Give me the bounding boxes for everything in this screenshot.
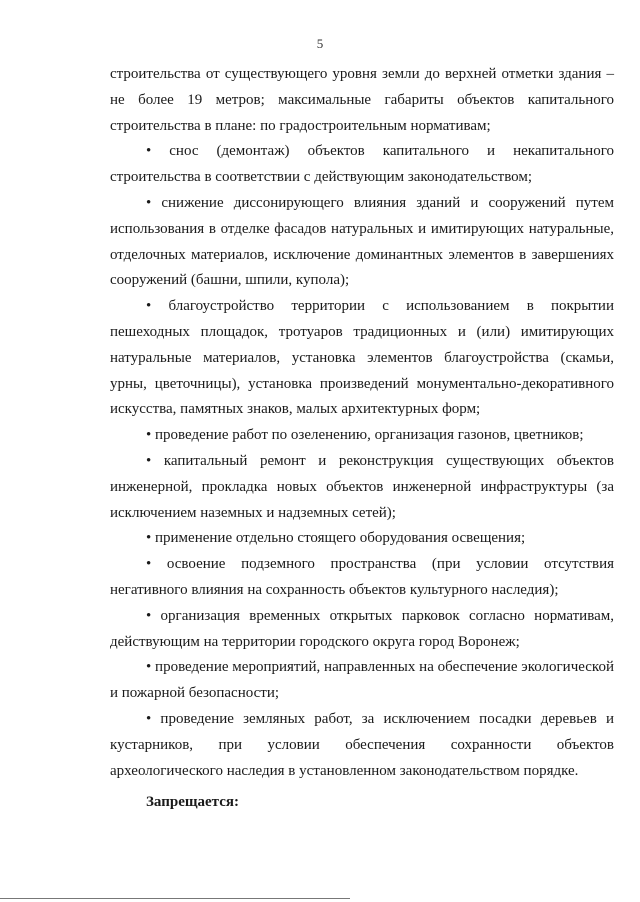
page-number: 5 [316, 36, 324, 51]
list-item-capital-repair: • капитальный ремонт и реконструкция существующих объектов инженерной, прокладка новых объектов инженерной инфраструктуры (за исключением наземных и надземных сетей); [110, 452, 614, 521]
section-heading-prohibited: Запрещается: [146, 794, 240, 811]
list-item-earthworks: • проведение земляных работ, за исключением посадки деревьев и кустарников, при условии обеспечения сохранности объектов археологического наследия в установленном законодательством порядке. [110, 710, 614, 779]
paragraph-height-limits: строительства от существующего уровня земли до верхней отметки здания – не более 19 метров; максимальные габариты объектов капитального строительства в плане: по градостроительным нормативам; [110, 66, 614, 134]
list-item-safety: • проведение мероприятий, направленных на обеспечение экологической и пожарной безопасности; [110, 659, 614, 702]
list-item-landscaping: • благоустройство территории с использованием в покрытии пешеходных площадок, тротуаров традиционных и (или) имитирующих натуральные материалов, установка элементов благоустройства (скамьи, урны, цветочницы), установка произведений монументально-декоративного искусства, памятных знаков, малых архитектурных форм; [110, 298, 614, 418]
list-item-parking: • организация временных открытых парковок согласно нормативам, действующим на территории городского округа город Воронеж; [110, 607, 614, 650]
list-item-underground: • освоение подземного пространства (при условии отсутствия негативного влияния на сохранность объектов культурного наследия); [110, 556, 614, 598]
document-body [110, 62, 614, 816]
footer-divider [0, 898, 350, 899]
list-item-lighting: • применение отдельно стоящего оборудования освещения; [146, 530, 526, 547]
list-item-greening: • проведение работ по озеленению, организация газонов, цветников; [146, 427, 584, 444]
list-item-demolition: • снос (демонтаж) объектов капитального и некапитального строительства в соответствии с действующим законодательством; [110, 143, 614, 186]
list-item-dissonance-reduction: • снижение диссонирующего влияния зданий и сооружений путем использования в отделке фасадов натуральных и имитирующих натуральные, отделочных материалов, исключение доминантных элементов в завершениях сооружений (башни, шпили, купола); [110, 194, 614, 289]
